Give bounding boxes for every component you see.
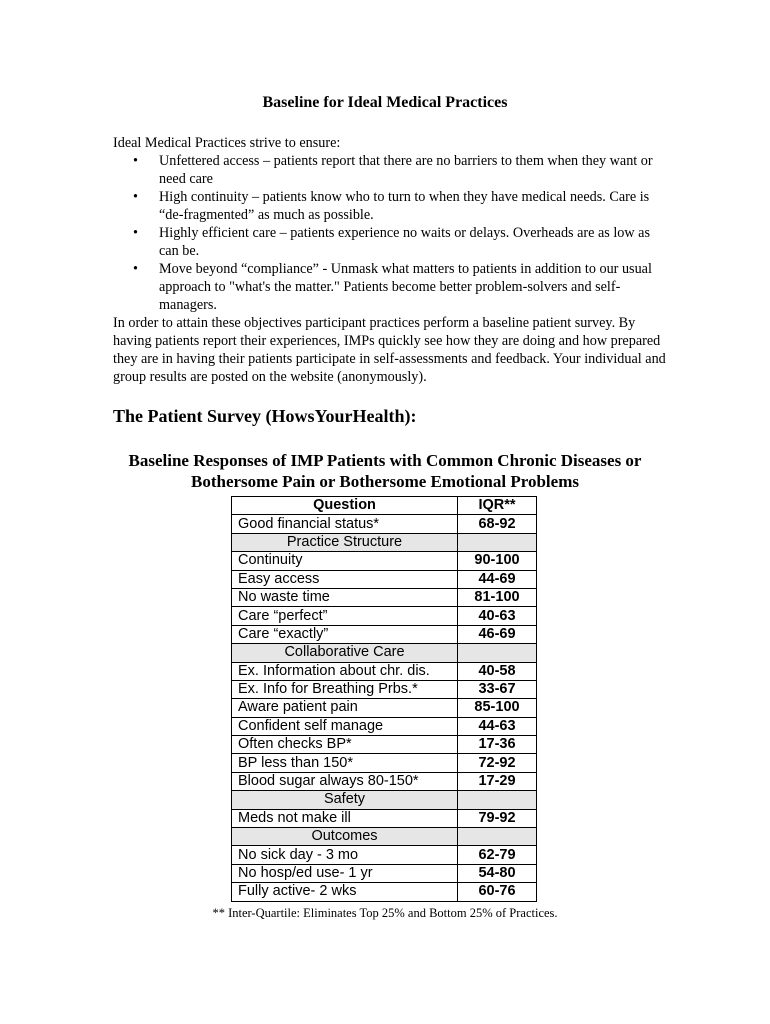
table-body (232, 515, 537, 901)
objective-text: Move beyond “compliance” - Unmask what matters to patients in addition to our usual approach to "what's the matter." Patients become better problem-solvers and self-managers. (159, 261, 652, 313)
table-section-row (232, 644, 537, 662)
question-cell: Blood sugar always 80-150* (232, 772, 458, 790)
objective-item (113, 188, 673, 224)
section-heading: The Patient Survey (HowsYourHealth): (113, 406, 417, 426)
table-section-row (232, 828, 537, 846)
section-label: Outcomes (232, 828, 458, 846)
question-cell: Care “perfect” (232, 607, 458, 625)
question-cell: Ex. Info for Breathing Prbs.* (232, 680, 458, 698)
iqr-cell: 17-29 (458, 772, 537, 790)
document-title: Baseline for Ideal Medical Practices (262, 94, 508, 111)
question-cell: Meds not make ill (232, 809, 458, 827)
iqr-cell: 79-92 (458, 809, 537, 827)
table-row (232, 570, 537, 588)
section-label: Collaborative Care (232, 644, 458, 662)
question-cell: Often checks BP* (232, 736, 458, 754)
iqr-table (231, 496, 537, 902)
question-cell: Ex. Information about chr. dis. (232, 662, 458, 680)
table-row (232, 588, 537, 606)
question-cell: Care “exactly” (232, 625, 458, 643)
iqr-cell: 90-100 (458, 552, 537, 570)
iqr-cell: 40-58 (458, 662, 537, 680)
survey-paragraph: In order to attain these objectives participant practices perform a baseline patient survey. By having patients report their experiences, IMPs quickly see how they are doing and how prepared they are in having their patients participate in self-assessments and feedback. Your individual and group results are posted on the website (anonymously). (113, 315, 666, 385)
iqr-cell: 46-69 (458, 625, 537, 643)
iqr-cell: 44-69 (458, 570, 537, 588)
table-section-row (232, 791, 537, 809)
section-label: Practice Structure (232, 533, 458, 551)
iqr-cell: 44-63 (458, 717, 537, 735)
table-row (232, 883, 537, 901)
iqr-cell: 54-80 (458, 864, 537, 882)
objectives-list (113, 152, 673, 314)
iqr-cell: 33-67 (458, 680, 537, 698)
table-row (232, 864, 537, 882)
table-row (232, 515, 537, 533)
question-cell: BP less than 150* (232, 754, 458, 772)
iqr-cell: 72-92 (458, 754, 537, 772)
table-heading-line1: Baseline Responses of IMP Patients with Common Chronic Diseases or (128, 451, 642, 470)
bullet-icon: • (133, 153, 138, 169)
table-row (232, 662, 537, 680)
iqr-cell: 17-36 (458, 736, 537, 754)
objective-text: High continuity – patients know who to turn to when they have medical needs. Care is “de-fragmented” as much as possible. (159, 189, 650, 223)
objective-item (113, 260, 673, 314)
table-row (232, 736, 537, 754)
table-row (232, 680, 537, 698)
footnote: ** Inter-Quartile: Eliminates Top 25% and Bottom 25% of Practices. (212, 906, 558, 920)
objective-text: Unfettered access – patients report that there are no barriers to them when they want or need care (159, 153, 653, 187)
bullet-icon: • (133, 225, 138, 241)
question-cell: No hosp/ed use- 1 yr (232, 864, 458, 882)
iqr-cell: 60-76 (458, 883, 537, 901)
table-row (232, 607, 537, 625)
question-cell: Good financial status* (232, 515, 458, 533)
table-section-row (232, 533, 537, 551)
table-row (232, 846, 537, 864)
table-heading (0, 450, 770, 492)
objective-item (113, 224, 673, 260)
table-header-row (232, 497, 537, 515)
header-iqr: IQR** (458, 497, 537, 515)
iqr-cell: 62-79 (458, 846, 537, 864)
header-question: Question (232, 497, 458, 515)
question-cell: Confident self manage (232, 717, 458, 735)
iqr-cell (458, 533, 537, 551)
question-cell: No sick day - 3 mo (232, 846, 458, 864)
iqr-cell: 85-100 (458, 699, 537, 717)
objective-item (113, 152, 673, 188)
table-row (232, 552, 537, 570)
iqr-cell: 81-100 (458, 588, 537, 606)
section-label: Safety (232, 791, 458, 809)
intro-text: Ideal Medical Practices strive to ensure: (113, 135, 341, 151)
question-cell: Fully active- 2 wks (232, 883, 458, 901)
iqr-cell (458, 644, 537, 662)
iqr-cell (458, 828, 537, 846)
table-row (232, 809, 537, 827)
table-row (232, 717, 537, 735)
question-cell: Continuity (232, 552, 458, 570)
bullet-icon: • (133, 261, 138, 277)
table-row (232, 772, 537, 790)
iqr-cell (458, 791, 537, 809)
table-row (232, 699, 537, 717)
question-cell: No waste time (232, 588, 458, 606)
objective-text: Highly efficient care – patients experience no waits or delays. Overheads are as low as can be. (159, 225, 650, 259)
bullet-icon: • (133, 189, 138, 205)
iqr-cell: 68-92 (458, 515, 537, 533)
iqr-cell: 40-63 (458, 607, 537, 625)
question-cell: Easy access (232, 570, 458, 588)
table-heading-line2: Bothersome Pain or Bothersome Emotional Problems (191, 472, 579, 491)
question-cell: Aware patient pain (232, 699, 458, 717)
table-row (232, 625, 537, 643)
table-row (232, 754, 537, 772)
